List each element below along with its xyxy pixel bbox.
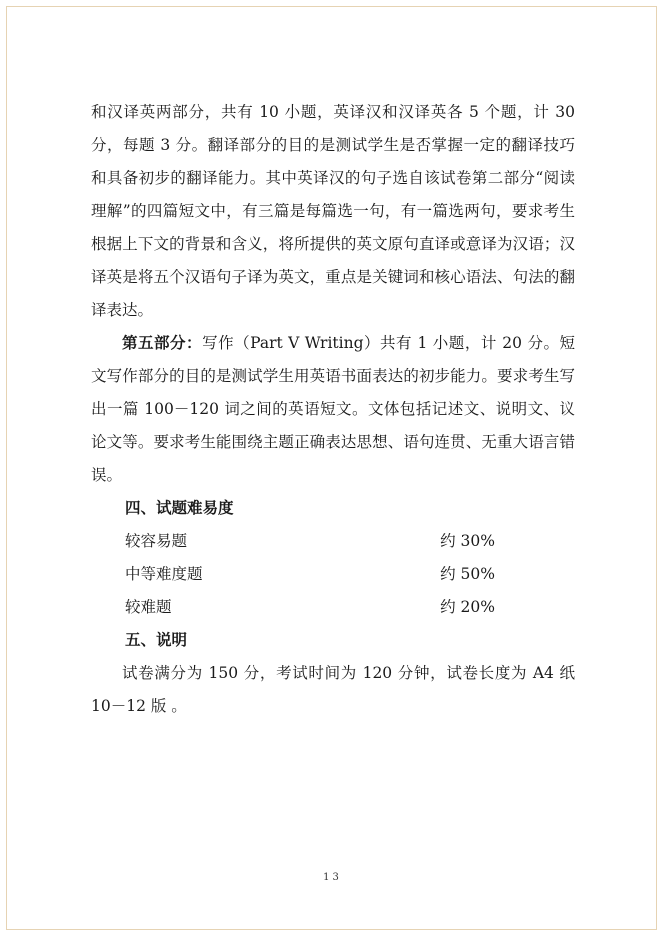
page-number: 13 xyxy=(323,872,342,883)
difficulty-value: 约 50% xyxy=(440,565,495,583)
document-body xyxy=(91,96,575,723)
difficulty-label: 较难题 xyxy=(125,598,172,616)
section5-heading: 五、说明 xyxy=(125,631,188,649)
section5-paragraph: 试卷满分为 150 分，考试时间为 120 分钟，试卷长度为 A4 纸 10－12 版 。 xyxy=(91,664,575,715)
difficulty-label: 较容易题 xyxy=(125,532,188,550)
part5-label: 第五部分： xyxy=(122,334,203,352)
difficulty-value: 约 20% xyxy=(440,598,495,616)
translation-paragraph: 和汉译英两部分，共有 10 小题，英译汉和汉译英各 5 个题，计 30 分，每题 3 分。翻译部分的目的是测试学生是否掌握一定的翻译技巧和具备初步的翻译能力。其中英译汉的句子选自该试卷第二部分“阅读理解”的四篇短文中，有三篇是每篇选一句，有一篇选两句，要求考生根据上下文的背景和含义，将所提供的英文原句直译或意译为汉语；汉译英是将五个汉语句子译为英文，重点是关键词和核心语法、句法的翻译表达。 xyxy=(91,103,575,319)
difficulty-row xyxy=(91,558,575,591)
difficulty-label: 中等难度题 xyxy=(125,565,203,583)
difficulty-row xyxy=(91,525,575,558)
part5-paragraph xyxy=(91,327,575,492)
difficulty-row xyxy=(91,591,575,624)
section4-heading: 四、试题难易度 xyxy=(125,499,234,517)
part5-text: 写作（Part V Writing）共有 1 小题，计 20 分。短文写作部分的目的是测试学生用英语书面表达的初步能力。要求考生写出一篇 100－120 词之间的英语短文。文体包括记述文、说明文、议论文等。要求考生能围绕主题正确表达思想、语句连贯、无重大语言错误。 xyxy=(91,334,575,484)
difficulty-value: 约 30% xyxy=(440,532,495,550)
